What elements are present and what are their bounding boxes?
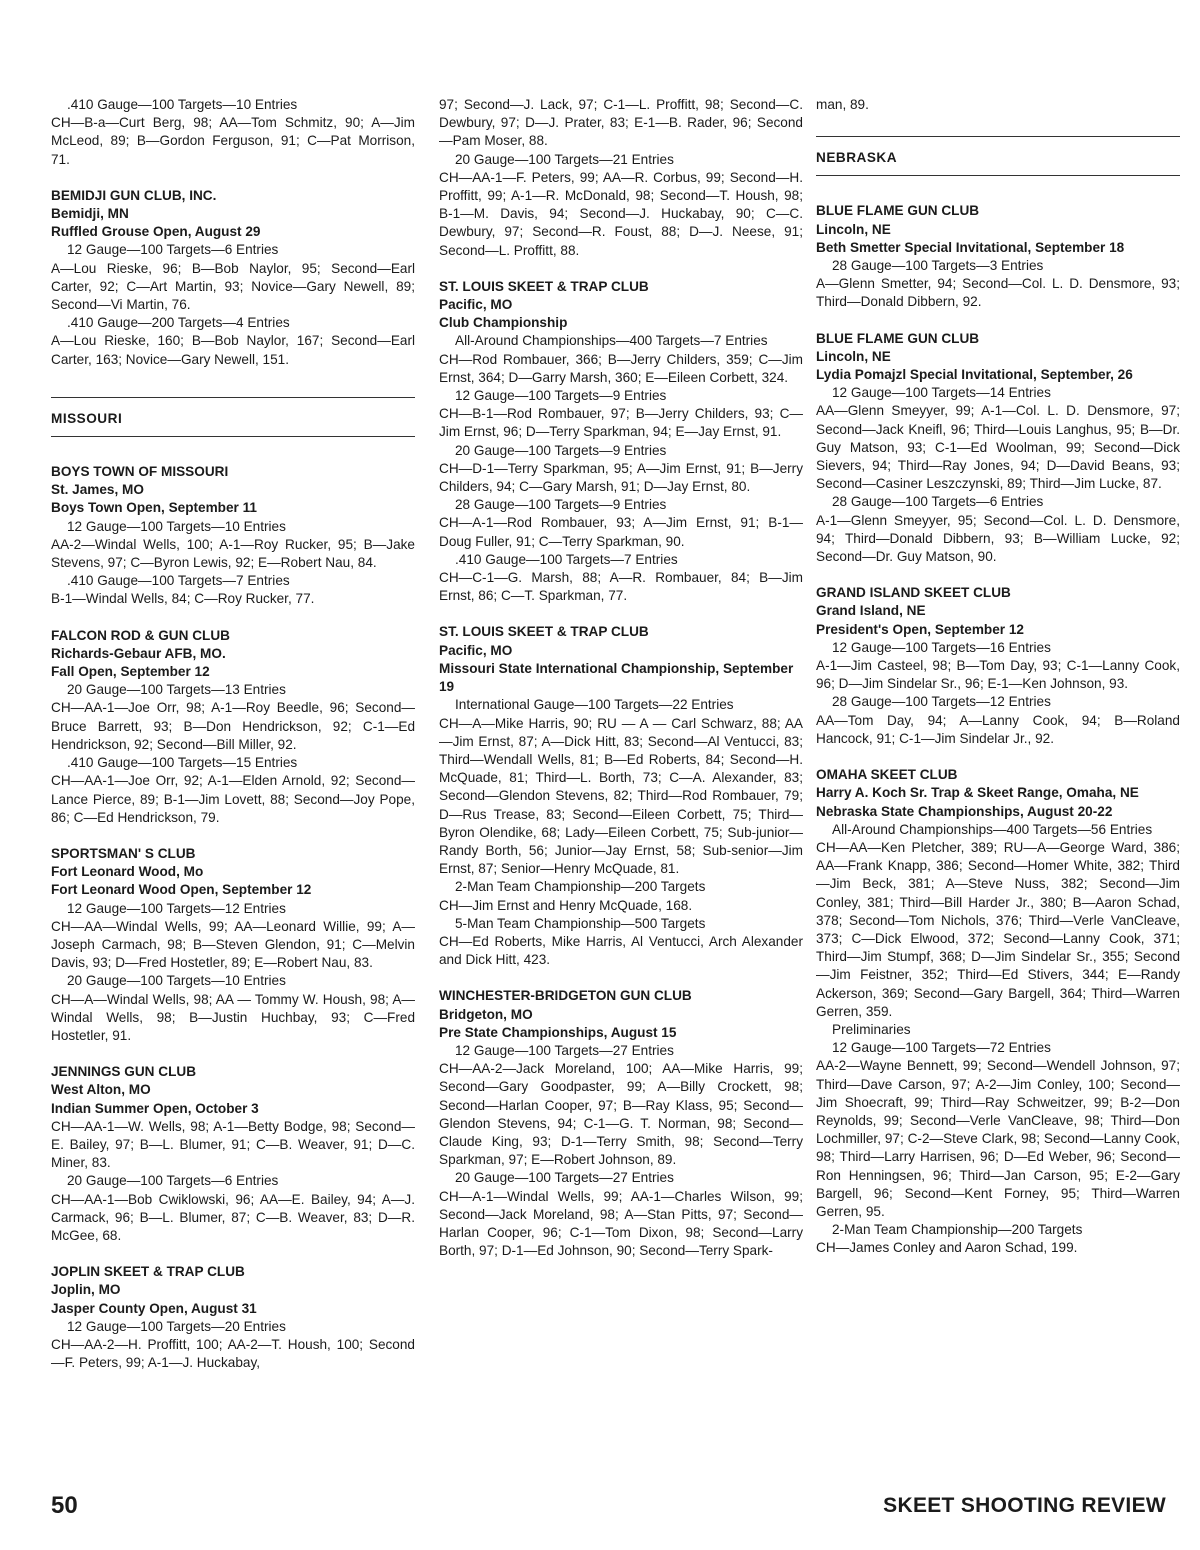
results-text: 97; Second—J. Lack, 97; C-1—L. Proffitt, 98; Second—C. Dewbury, 97; D—J. Prater, 83; E-1—B. Rader, 96; Second—Pam Moser, 88. [439, 97, 803, 149]
results-text: B-1—Windal Wells, 84; C—Roy Rucker, 77. [51, 591, 315, 607]
subheading: Preliminaries [832, 1021, 911, 1037]
club-location: Pacific, MO [439, 642, 513, 658]
results-text: A-1—Jim Casteel, 98; B—Tom Day, 93; C-1—Lanny Cook, 96; D—Jim Sindelar Sr., 96; E-1—Ken Johnson, 93. [816, 658, 1180, 692]
event-title: Boys Town Open, September 11 [51, 500, 257, 516]
event-title: Club Championship [439, 315, 568, 331]
event-title: Missouri State International Championship, September 19 [439, 660, 794, 695]
results-text: CH—A-1—Windal Wells, 99; AA-1—Charles Wilson, 99; Second—Jack Moreland, 98; A—Stan Pitts, 97; Second—Harlan Cooper, 96; C-1—Tom Dixon, 98; Second—Larry Borth, 97; D-1—Ed Johnson, 90; Second—Terry Spark- [439, 1188, 803, 1259]
club-name: SPORTSMAN' S CLUB [51, 845, 196, 861]
club-name: FALCON ROD & GUN CLUB [51, 627, 230, 643]
event-title: Fall Open, September 12 [51, 664, 210, 680]
gauge-heading: 12 Gauge—100 Targets—14 Entries [832, 385, 1051, 401]
gauge-heading: 20 Gauge—100 Targets—21 Entries [455, 151, 674, 167]
gauge-heading: 12 Gauge—100 Targets—12 Entries [67, 900, 286, 916]
gauge-heading: .410 Gauge—200 Targets—4 Entries [67, 315, 290, 331]
results-text: CH—James Conley and Aaron Schad, 199. [816, 1240, 1078, 1256]
results-text: A-1—Glenn Smeyyer, 95; Second—Col. L. D. Densmore, 94; Third—Donald Dibbern, 93; B—William Lucke, 92; Second—Dr. Guy Matson, 90. [816, 512, 1180, 565]
results-text: CH—AA-1—Joe Orr, 92; A-1—Elden Arnold, 92; Second—Lance Pierce, 89; B-1—Jim Lovett, 88; Second—Joy Pope, 86; C—Ed Hendrickson, 79. [51, 773, 415, 825]
club-location: St. James, MO [51, 482, 144, 498]
column-1 [51, 96, 415, 1372]
results-text: CH—Ed Roberts, Mike Harris, Al Ventucci, Arch Alexander and Dick Hitt, 423. [439, 933, 803, 968]
section-title-missouri: MISSOURI [51, 410, 123, 426]
results-text: CH—C-1—G. Marsh, 88; A—R. Rombauer, 84; B—Jim Ernst, 86; C—T. Sparkman, 77. [439, 570, 803, 604]
gauge-heading: 5-Man Team Championship—500 Targets [455, 915, 706, 931]
results-text: CH—AA-1—W. Wells, 98; A-1—Betty Bodge, 98; Second—E. Bailey, 97; B—L. Blumer, 91; C—B. Weaver, 91; D—C. Miner, 83. [51, 1118, 415, 1171]
results-text: CH—A—Mike Harris, 90; RU — A — Carl Schwarz, 88; AA—Jim Ernst, 87; A—Dick Hitt, 83; Second—Al Ventucci, 83; Third—Wendall Wells, 81; B—Ed Roberts, 84; Second—H. McQuade, 81; Third—L. Borth, 73; C—A. Alexander, 83; Second—Glendon Stevens, 82; Third—Rod Rombauer, 79; D—Rus Trease, 83; Second—Eileen Corbett, 75; Third—Byron Olendike, 68; Lady—Eileen Corbett, 75; Sub-junior—Randy Borth, 56; Junior—Jay Ernst, 58; Sub-senior—Jim Ernst, 87; Senior—Henry McQuade, 81. [439, 715, 803, 877]
club-location: Lincoln, NE [816, 221, 891, 237]
gauge-heading: .410 Gauge—100 Targets—10 Entries [67, 97, 298, 112]
publication-title: SKEET SHOOTING REVIEW [883, 1494, 1166, 1517]
club-location: Harry A. Koch Sr. Trap & Skeet Range, Omaha, NE [816, 785, 1139, 801]
club-name: GRAND ISLAND SKEET CLUB [816, 585, 1011, 601]
club-location: Bridgeton, MO [439, 1006, 533, 1022]
event-title: Lydia Pomajzl Special Invitational, September, 26 [816, 367, 1133, 383]
gauge-heading: 12 Gauge—100 Targets—27 Entries [455, 1042, 674, 1058]
club-name: BEMIDJI GUN CLUB, INC. [51, 187, 217, 203]
club-location: West Alton, MO [51, 1082, 151, 1098]
club-name: BLUE FLAME GUN CLUB [816, 330, 980, 346]
event-title: President's Open, September 12 [816, 621, 1024, 637]
event-title: Beth Smetter Special Invitational, September 18 [816, 239, 1125, 255]
event-title: Fort Leonard Wood Open, September 12 [51, 882, 312, 898]
gauge-heading: 20 Gauge—100 Targets—9 Entries [455, 442, 667, 458]
section-title-nebraska: NEBRASKA [816, 150, 898, 166]
club-location: Joplin, MO [51, 1282, 121, 1298]
results-text: CH—Rod Rombauer, 366; B—Jerry Childers, 359; C—Jim Ernst, 364; D—Garry Marsh, 360; E—Eileen Corbett, 324. [439, 351, 803, 385]
results-text: CH—AA-1—F. Peters, 99; AA—R. Corbus, 99; Second—H. Proffitt, 99; A-1—R. McDonald, 98; Second—T. Housh, 98; B-1—M. Davis, 94; Second—J. Huckabay, 90; C—C. Dewbury, 97; Second—R. Foust, 88; D—J. Neese, 91; Second—L. Proffitt, 88. [439, 169, 803, 258]
results-text: CH—AA-2—Jack Moreland, 100; AA—Mike Harris, 99; Second—Gary Goodpaster, 99; A—Billy Crockett, 98; Second—Harlan Cooper, 97; B—Ray Klass, 95; Second—Glendon Stevens, 94; C-1—G. T. Norman, 98; Second—Claude King, 93; D-1—Terry Smith, 98; Second—Terry Sparkman, 97; E—Robert Johnson, 89. [439, 1061, 803, 1168]
results-text: AA-2—Wayne Bennett, 99; Second—Wendell Johnson, 97; Third—Dave Carson, 97; A-2—Jim Conley, 100; Second—Jim Shoecraft, 99; Third—Ray Schweitzer, 99; B-2—Don Reynolds, 99; Second—Verle VanCleave, 98; Third—Don Lochmiller, 97; C-2—Steve Clark, 98; Second—Lanny Cook, 98; Third—Larry Harrisen, 96; D—Ed Weber, 96; Second—Ron Henningsen, 96; Third—Jan Carson, 95; E-2—Gary Bargell, 96; Second—Kent Forney, 95; Third—Warren Gerren, 95. [816, 1058, 1180, 1219]
results-text: A—Lou Rieske, 160; B—Bob Naylor, 167; Second—Earl Carter, 163; Novice—Gary Newell, 151. [51, 333, 415, 367]
gauge-heading: 2-Man Team Championship—200 Targets [832, 1222, 1083, 1238]
gauge-heading: 28 Gauge—100 Targets—9 Entries [455, 497, 667, 513]
gauge-heading: 20 Gauge—100 Targets—6 Entries [67, 1173, 279, 1189]
club-location: Fort Leonard Wood, Mo [51, 864, 204, 880]
event-title: Nebraska State Championships, August 20-22 [816, 803, 1113, 819]
results-text: man, 89. [816, 97, 869, 112]
club-name: ST. LOUIS SKEET & TRAP CLUB [439, 278, 649, 294]
results-text: CH—AA—Windal Wells, 99; AA—Leonard Willie, 99; A—Joseph Carmach, 98; B—Steven Glendon, 91; C—Melvin Davis, 93; D—Fred Hostetler, 89; E—Robert Nau, 83. [51, 918, 415, 971]
gauge-heading: 12 Gauge—100 Targets—16 Entries [832, 639, 1051, 655]
results-text: AA—Tom Day, 94; A—Lanny Cook, 94; B—Roland Hancock, 91; C-1—Jim Sindelar Jr., 92. [816, 712, 1180, 746]
gauge-heading: 28 Gauge—100 Targets—3 Entries [832, 258, 1044, 274]
gauge-heading: International Gauge—100 Targets—22 Entries [455, 697, 734, 713]
column-3 [816, 96, 1180, 1258]
club-name: WINCHESTER-BRIDGETON GUN CLUB [439, 988, 692, 1004]
gauge-heading: 12 Gauge—100 Targets—72 Entries [832, 1040, 1051, 1056]
results-text: CH—B-1—Rod Rombauer, 97; B—Jerry Childers, 93; C—Jim Ernst, 96; D—Terry Sparkman, 94; E—Jay Ernst, 91. [439, 406, 803, 440]
gauge-heading: .410 Gauge—100 Targets—15 Entries [67, 755, 298, 771]
event-title: Jasper County Open, August 31 [51, 1300, 257, 1316]
gauge-heading: 12 Gauge—100 Targets—6 Entries [67, 242, 279, 258]
gauge-heading: All-Around Championships—400 Targets—7 Entries [455, 333, 768, 349]
club-location: Bemidji, MN [51, 206, 129, 222]
results-text: CH—A—Windal Wells, 98; AA — Tommy W. Housh, 98; A—Windal Wells, 98; B—Justin Huchbay, 93; C—Fred Hostetler, 91. [51, 991, 415, 1043]
results-text: CH—Jim Ernst and Henry McQuade, 168. [439, 897, 693, 913]
gauge-heading: 20 Gauge—100 Targets—27 Entries [455, 1170, 674, 1186]
club-name: BOYS TOWN OF MISSOURI [51, 464, 229, 480]
club-location: Grand Island, NE [816, 603, 926, 619]
results-text: CH—D-1—Terry Sparkman, 95; A—Jim Ernst, 91; B—Jerry Childers, 94; C—Gary Marsh, 91; D—Jay Ernst, 80. [439, 460, 803, 495]
page-number: 50 [51, 1492, 78, 1519]
gauge-heading: .410 Gauge—100 Targets—7 Entries [67, 573, 290, 589]
club-name: ST. LOUIS SKEET & TRAP CLUB [439, 624, 649, 640]
column-2 [439, 96, 803, 1260]
club-name: OMAHA SKEET CLUB [816, 767, 958, 783]
club-name: JOPLIN SKEET & TRAP CLUB [51, 1264, 245, 1280]
results-text: CH—B-a—Curt Berg, 98; AA—Tom Schmitz, 90; A—Jim McLeod, 89; B—Gordon Ferguson, 91; C—Pat Morrison, 71. [51, 115, 415, 167]
gauge-heading: 20 Gauge—100 Targets—10 Entries [67, 973, 286, 989]
club-name: JENNINGS GUN CLUB [51, 1064, 197, 1080]
event-title: Ruffled Grouse Open, August 29 [51, 224, 261, 240]
gauge-heading: 20 Gauge—100 Targets—13 Entries [67, 682, 286, 698]
gauge-heading: 28 Gauge—100 Targets—12 Entries [832, 694, 1051, 710]
results-text: CH—AA—Ken Pletcher, 389; RU—A—George Ward, 386; AA—Frank Knapp, 386; Second—Homer White, 382; Third—Jim Beck, 381; A—Steve Nuss, 382; Second—Jim Conley, 381; Third—Bill Harder Jr., 380; B—Aaron Schad, 378; Second—Tom Nichols, 376; Third—Verle VanCleave, 373; C—Dick Elwood, 372; Second—Lanny Cook, 371; Third—Jim Stumpf, 368; D—Jim Sindelar Sr., 355; Second—Jim Feistner, 352; Third—Ed Stivers, 344; E—Randy Ackerson, 369; Second—Gary Bargell, 364; Third—Warren Gerren, 359. [816, 839, 1180, 1019]
gauge-heading: 12 Gauge—100 Targets—20 Entries [67, 1318, 286, 1334]
club-location: Lincoln, NE [816, 348, 891, 364]
gauge-heading: .410 Gauge—100 Targets—7 Entries [455, 551, 678, 567]
gauge-heading: 12 Gauge—100 Targets—10 Entries [67, 518, 286, 534]
gauge-heading: 28 Gauge—100 Targets—6 Entries [832, 494, 1044, 510]
results-text: A—Glenn Smetter, 94; Second—Col. L. D. Densmore, 93; Third—Donald Dibbern, 92. [816, 276, 1180, 310]
event-title: Indian Summer Open, October 3 [51, 1100, 259, 1116]
club-name: BLUE FLAME GUN CLUB [816, 203, 980, 219]
gauge-heading: All-Around Championships—400 Targets—56 Entries [832, 821, 1153, 837]
gauge-heading: 12 Gauge—100 Targets—9 Entries [455, 388, 667, 404]
event-title: Pre State Championships, August 15 [439, 1024, 677, 1040]
results-text: AA—Glenn Smeyyer, 99; A-1—Col. L. D. Densmore, 97; Second—Jack Kneifl, 96; Third—Louis Langhus, 95; B—Dr. Guy Matson, 93; C-1—Ed Woolman, 99; Second—Dick Sievers, 94; Third—Ray Jones, 94; D—David Beans, 93; Second—Casiner Leszczynski, 89; Third—Jim Lucke, 87. [816, 403, 1180, 492]
club-location: Pacific, MO [439, 297, 513, 313]
gauge-heading: 2-Man Team Championship—200 Targets [455, 879, 706, 895]
results-text: CH—A-1—Rod Rombauer, 93; A—Jim Ernst, 91; B-1—Doug Fuller, 91; C—Terry Sparkman, 90. [439, 515, 803, 549]
results-text: CH—AA-1—Bob Cwiklowski, 96; AA—E. Bailey, 94; A—J. Carmack, 96; B—L. Blumer, 87; C—B. Weaver, 83; D—R. McGee, 68. [51, 1191, 415, 1243]
results-text: A—Lou Rieske, 96; B—Bob Naylor, 95; Second—Earl Carter, 92; C—Art Martin, 93; Novice—Gary Newell, 89; Second—Vi Martin, 76. [51, 260, 415, 313]
results-text: CH—AA-2—H. Proffitt, 100; AA-2—T. Housh, 100; Second—F. Peters, 99; A-1—J. Huckabay, [51, 1336, 415, 1371]
club-location: Richards-Gebaur AFB, MO. [51, 645, 226, 661]
results-text: CH—AA-1—Joe Orr, 98; A-1—Roy Beedle, 96; Second—Bruce Barrett, 93; B—Don Hendrickson, 92; C-1—Ed Hendrickson, 92; Second—Bill Miller, 92. [51, 700, 415, 752]
results-text: AA-2—Windal Wells, 100; A-1—Roy Rucker, 95; B—Jake Stevens, 97; C—Byron Lewis, 92; E—Robert Nau, 84. [51, 536, 415, 571]
